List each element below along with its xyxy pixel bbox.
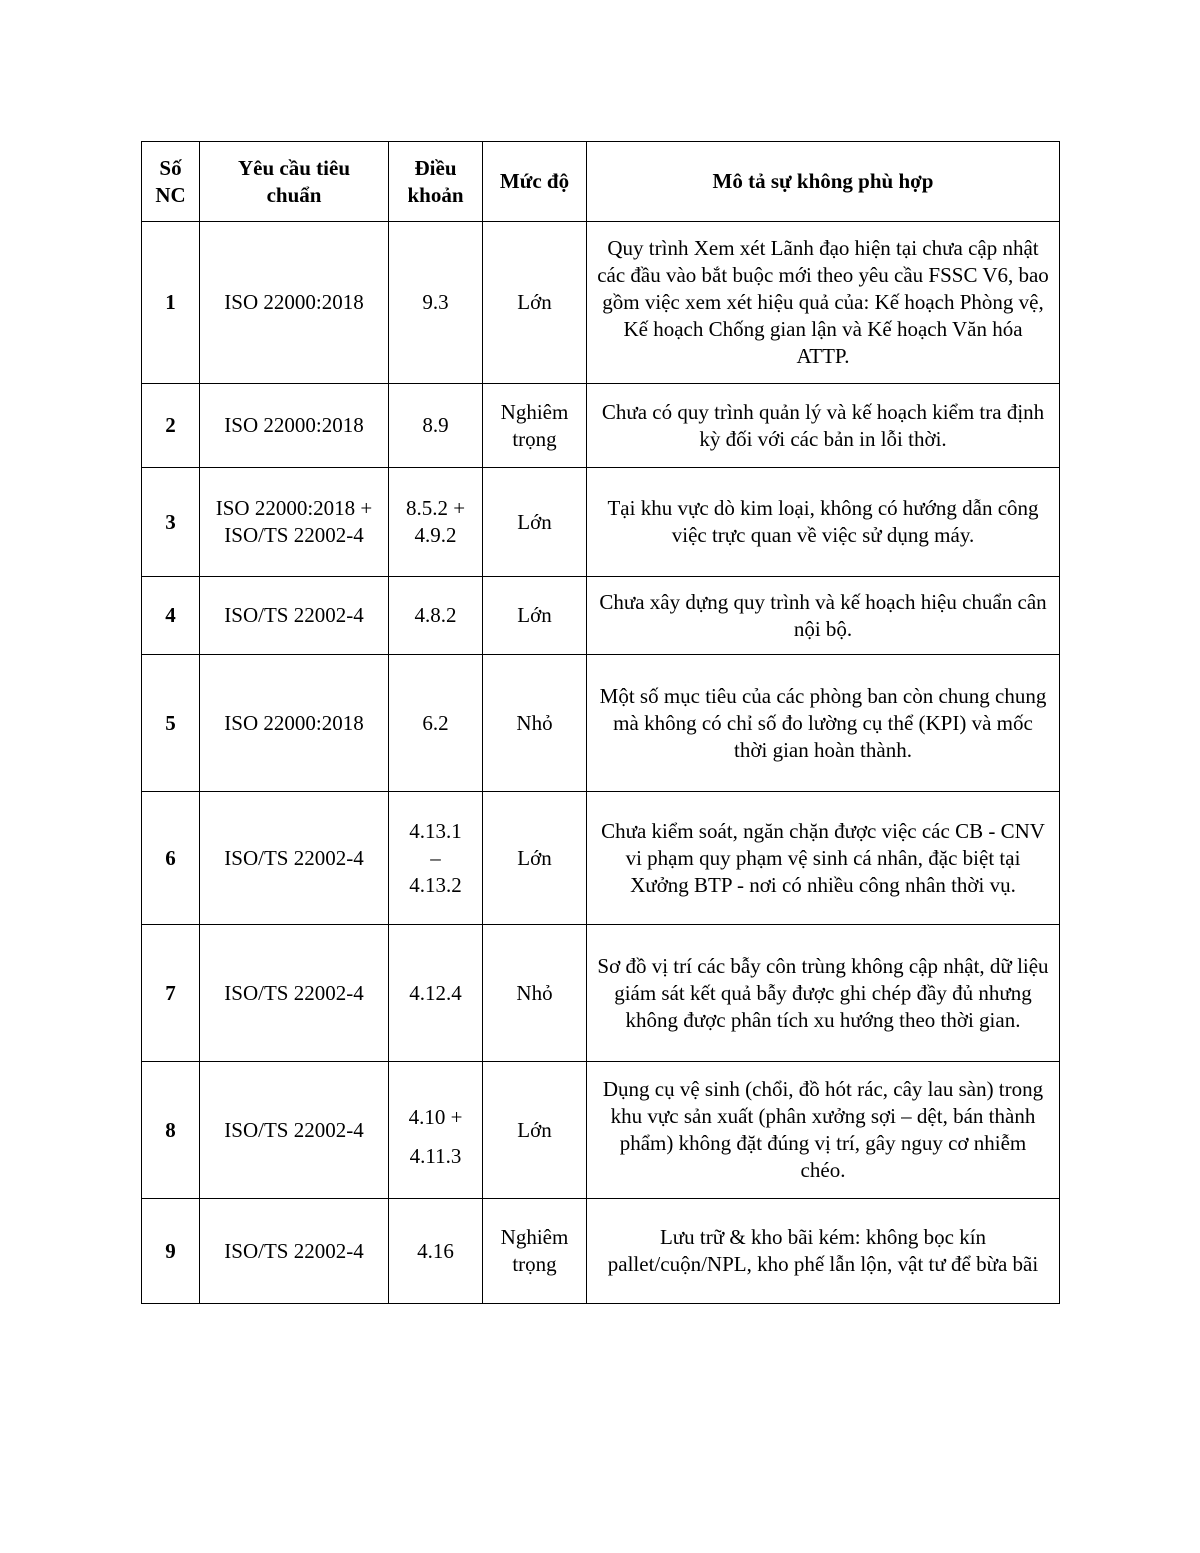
cell-level: Nhỏ — [483, 655, 587, 792]
cell-description: Sơ đồ vị trí các bẫy côn trùng không cập nhật, dữ liệu giám sát kết quả bẫy được ghi chép đầy đủ nhưng không được phân tích xu hướng theo thời gian. — [587, 925, 1060, 1062]
clause-line: 4.10 + — [408, 1104, 463, 1129]
table-header-row — [142, 142, 1060, 222]
cell-standard: ISO/TS 22002-4 — [200, 1199, 389, 1304]
clause-line: 4.13.2 — [409, 872, 462, 897]
header-no: Số NC — [142, 142, 200, 222]
cell-clause: 8.9 — [389, 384, 483, 468]
cell-clause: 8.5.2 + 4.9.2 — [389, 468, 483, 577]
cell-standard: ISO 22000:2018 — [200, 384, 389, 468]
cell-no: 9 — [142, 1199, 200, 1304]
cell-standard: ISO/TS 22002-4 — [200, 1062, 389, 1199]
clause-line: – — [430, 845, 441, 870]
table-row — [142, 1199, 1060, 1304]
clause-line: 4.13.1 — [409, 818, 462, 843]
cell-level: Nhỏ — [483, 925, 587, 1062]
table-row — [142, 655, 1060, 792]
header-description: Mô tả sự không phù hợp — [587, 142, 1060, 222]
cell-level: Lớn — [483, 1062, 587, 1199]
cell-no: 8 — [142, 1062, 200, 1199]
cell-no: 4 — [142, 577, 200, 655]
header-level: Mức độ — [483, 142, 587, 222]
cell-level: Lớn — [483, 468, 587, 577]
cell-standard: ISO/TS 22002-4 — [200, 792, 389, 925]
table-row — [142, 468, 1060, 577]
cell-description: Quy trình Xem xét Lãnh đạo hiện tại chưa cập nhật các đầu vào bắt buộc mới theo yêu cầu FSSC V6, bao gồm việc xem xét hiệu quả của: Kế hoạch Phòng vệ, Kế hoạch Chống gian lận và Kế hoạch Văn hóa ATTP. — [587, 222, 1060, 384]
cell-clause — [389, 1062, 483, 1199]
table-row — [142, 384, 1060, 468]
clause-line: 4.11.3 — [409, 1143, 462, 1168]
cell-standard: ISO 22000:2018 — [200, 655, 389, 792]
cell-standard: ISO 22000:2018 — [200, 222, 389, 384]
cell-standard: ISO/TS 22002-4 — [200, 577, 389, 655]
cell-description: Lưu trữ & kho bãi kém: không bọc kín pallet/cuộn/NPL, kho phế lẫn lộn, vật tư để bừa bãi — [587, 1199, 1060, 1304]
cell-standard: ISO/TS 22002-4 — [200, 925, 389, 1062]
cell-clause: 4.12.4 — [389, 925, 483, 1062]
table-row — [142, 792, 1060, 925]
header-standard: Yêu cầu tiêu chuẩn — [200, 142, 389, 222]
cell-no: 1 — [142, 222, 200, 384]
table-row — [142, 1062, 1060, 1199]
cell-level: Lớn — [483, 577, 587, 655]
cell-description: Chưa kiểm soát, ngăn chặn được việc các CB - CNV vi phạm quy phạm vệ sinh cá nhân, đặc biệt tại Xưởng BTP - nơi có nhiều công nhân thời vụ. — [587, 792, 1060, 925]
cell-level: Lớn — [483, 792, 587, 925]
nonconformity-table — [141, 141, 1060, 1304]
cell-no: 3 — [142, 468, 200, 577]
cell-no: 5 — [142, 655, 200, 792]
cell-standard: ISO 22000:2018 + ISO/TS 22002-4 — [200, 468, 389, 577]
cell-clause: 4.8.2 — [389, 577, 483, 655]
cell-clause: 9.3 — [389, 222, 483, 384]
cell-description: Dụng cụ vệ sinh (chổi, đồ hót rác, cây lau sàn) trong khu vực sản xuất (phân xưởng sợi – dệt, bán thành phẩm) không đặt đúng vị trí, gây nguy cơ nhiễm chéo. — [587, 1062, 1060, 1199]
cell-no: 6 — [142, 792, 200, 925]
table-row — [142, 577, 1060, 655]
cell-clause: 6.2 — [389, 655, 483, 792]
table-row — [142, 222, 1060, 384]
cell-description: Tại khu vực dò kim loại, không có hướng dẫn công việc trực quan về việc sử dụng máy. — [587, 468, 1060, 577]
cell-level: Lớn — [483, 222, 587, 384]
cell-level: Nghiêm trọng — [483, 1199, 587, 1304]
cell-clause: 4.16 — [389, 1199, 483, 1304]
cell-description: Chưa có quy trình quản lý và kế hoạch kiểm tra định kỳ đối với các bản in lỗi thời. — [587, 384, 1060, 468]
cell-no: 7 — [142, 925, 200, 1062]
cell-no: 2 — [142, 384, 200, 468]
cell-level: Nghiêm trọng — [483, 384, 587, 468]
cell-description: Một số mục tiêu của các phòng ban còn chung chung mà không có chỉ số đo lường cụ thể (KPI) và mốc thời gian hoàn thành. — [587, 655, 1060, 792]
cell-description: Chưa xây dựng quy trình và kế hoạch hiệu chuẩn cân nội bộ. — [587, 577, 1060, 655]
cell-clause — [389, 792, 483, 925]
header-clause: Điều khoản — [389, 142, 483, 222]
table-row — [142, 925, 1060, 1062]
